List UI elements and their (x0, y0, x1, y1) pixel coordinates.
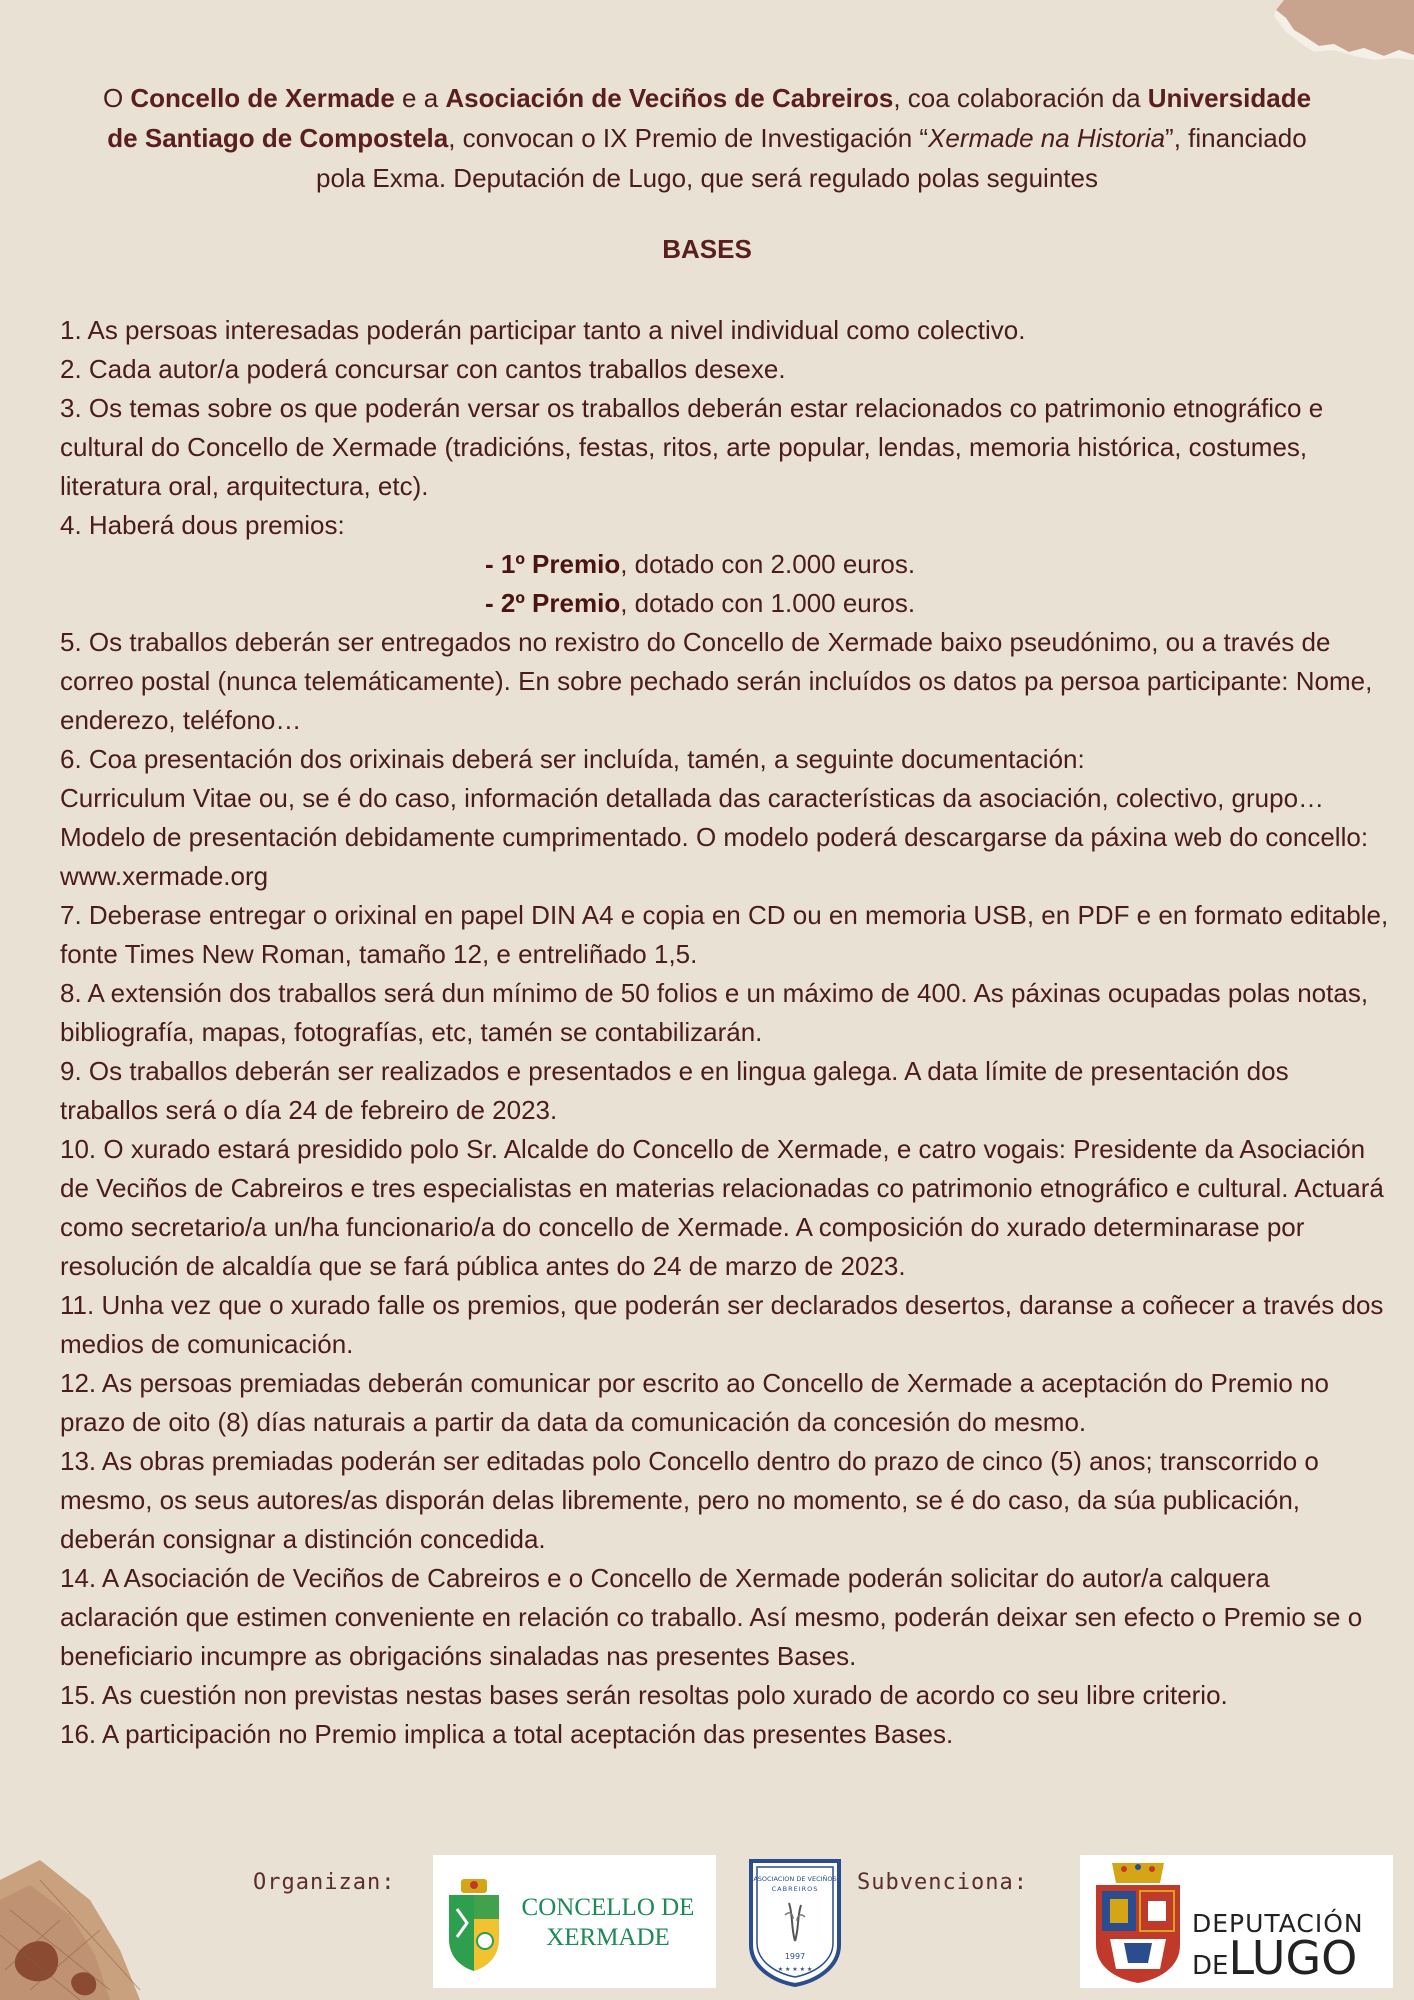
map-illustration (0, 1840, 200, 2000)
concello-line1: CONCELLO DE (521, 1894, 695, 1921)
prize-title: Xermade na Historia (928, 123, 1166, 153)
rule-item: 15. As cuestión non previstas nestas bases serán resoltas polo xurado de acordo co seu libre criterio. (60, 1680, 1228, 1710)
lugo-line1: DEPUTACIÓN (1192, 1909, 1364, 1938)
rule-item: 11. Unha vez que o xurado falle os premios, que poderán ser declarados desertos, daranse a coñecer a través dos medios de comunicación. (60, 1290, 1384, 1359)
concello-logo-text (508, 1893, 708, 1953)
lugo-line2 (1192, 1931, 1358, 1985)
rule-item: 4. Haberá dous premios: (60, 510, 345, 540)
rule-item: 1. As persoas interesadas poderán participar tanto a nivel individual como colectivo. (60, 315, 1026, 345)
torn-paper-decoration (1264, 0, 1414, 60)
rules-list (60, 311, 1390, 1754)
rule-item: Curriculum Vitae ou, se é do caso, información detallada das características da asociación, colectivo, grupo… (60, 783, 1325, 813)
prize-item (60, 584, 1390, 623)
subvenciona-label: Subvenciona: (857, 1870, 1028, 1895)
coat-of-arms-icon (1090, 1859, 1186, 1985)
rule-item: 16. A participación no Premio implica a total aceptación das presentes Bases. (60, 1719, 954, 1749)
prize-label: - 2º Premio (485, 588, 621, 618)
rule-item: 12. As persoas premiadas deberán comunicar por escrito ao Concello de Xermade a aceptación do Premio no prazo de oito (8) días naturais a partir da data da comunicación da concesión do mesmo. (60, 1368, 1329, 1437)
intro-text: , convocan o IX Premio de Investigación “ (448, 123, 929, 153)
concello-line2: XERMADE (546, 1924, 670, 1951)
deputacion-lugo-logo (1080, 1855, 1393, 1988)
intro-text: O (102, 83, 131, 113)
svg-text:1997: 1997 (784, 1952, 806, 1961)
svg-text:★ ★ ★ ★ ★: ★ ★ ★ ★ ★ (777, 1966, 813, 1973)
lugo-de: DE (1192, 1951, 1229, 1981)
rule-item: 9. Os traballos deberán ser realizados e presentados e en lingua galega. A data límite de presentación dos traballos será o día 24 de febreiro de 2023. (60, 1056, 1289, 1125)
concello-xermade-logo (433, 1855, 716, 1988)
org-asociacion-cabreiros: Asociación de Veciños de Cabreiros (445, 83, 894, 113)
prize-item (60, 545, 1390, 584)
svg-text:CABREIROS: CABREIROS (771, 1885, 819, 1893)
org-universidade-santiago: Universidade de Santiago de Compostela (107, 83, 1312, 153)
organizan-label: Organizan: (253, 1870, 396, 1895)
association-shield-icon (745, 1855, 845, 1988)
prize-amount: , dotado con 2.000 euros. (620, 549, 916, 579)
intro-text: , coa colaboración da (893, 83, 1148, 113)
intro-text: e a (394, 83, 446, 113)
rule-item: 5. Os traballos deberán ser entregados no rexistro do Concello de Xermade baixo pseudónimo, ou a través de correo postal (nunca telemáticamente). En sobre pechado serán incluídos os datos pa persoa participante: Nome, enderezo, teléfono… (60, 627, 1373, 735)
shield-icon (447, 1879, 501, 1971)
intro-text: ”, financiado pola Exma. Deputación de Lugo, que será regulado polas seguintes (316, 123, 1307, 193)
rule-item: 3. Os temas sobre os que poderán versar os traballos deberán estar relacionados co patrimonio etnográfico e cultural do Concello de Xermade (tradicións, festas, ritos, arte popular, lendas, memoria histórica, costumes, literatura oral, arquitectura, etc). (60, 393, 1324, 501)
rule-item: 2. Cada autor/a poderá concursar con cantos traballos desexe. (60, 354, 786, 384)
asociacion-cabreiros-logo (745, 1855, 845, 1988)
intro-paragraph (90, 78, 1324, 198)
rule-item: 6. Coa presentación dos orixinais deberá ser incluída, tamén, a seguinte documentación: (60, 744, 1085, 774)
rule-item: 14. A Asociación de Veciños de Cabreiros e o Concello de Xermade poderán solicitar do autor/a calquera aclaración que estimen conveniente en relación co traballo. Así mesmo, poderán deixar sen efecto o Premio se o beneficiario incumpre as obrigacións sinaladas nas presentes Bases. (60, 1563, 1363, 1671)
rule-item: 10. O xurado estará presidido polo Sr. Alcalde do Concello de Xermade, e catro vogais: Presidente da Asociación de Veciños de Cabreiros e tres especialistas en materias relacionadas co patrimonio etnográfico e cultural. Actuará como secretario/a un/ha funcionario/a do concello de Xermade. A composición do xurado determinarase por resolución de alcaldía que se fará pública antes do 24 de marzo de 2023. (60, 1134, 1384, 1281)
svg-text:ASOCIACION DE VECIÑOS: ASOCIACION DE VECIÑOS (753, 1875, 837, 1883)
org-concello-xermade: Concello de Xermade (130, 83, 395, 113)
rule-item: 13. As obras premiadas poderán ser editadas polo Concello dentro do prazo de cinco (5) anos; transcorrido o mesmo, os seus autores/as disporán delas libremente, pero no momento, se é do caso, da súa publicación, deberán consignar a distinción concedida. (60, 1446, 1319, 1554)
lugo-big-text: LUGO (1228, 1931, 1358, 1985)
prize-amount: , dotado con 1.000 euros. (620, 588, 916, 618)
bases-heading: BASES (662, 234, 752, 264)
rule-item: Modelo de presentación debidamente cumprimentado. O modelo poderá descargarse da páxina web do concello: www.xermade.org (60, 822, 1369, 891)
rule-item: 7. Deberase entregar o orixinal en papel DIN A4 e copia en CD ou en memoria USB, en PDF e en formato editable, fonte Times New Roman, tamaño 12, e entreliñado 1,5. (60, 900, 1389, 969)
rule-item: 8. A extensión dos traballos será dun mínimo de 50 folios e un máximo de 400. As páxinas ocupadas polas notas, bibliografía, mapas, fotografías, etc, tamén se contabilizarán. (60, 978, 1369, 1047)
prize-label: - 1º Premio (485, 549, 621, 579)
